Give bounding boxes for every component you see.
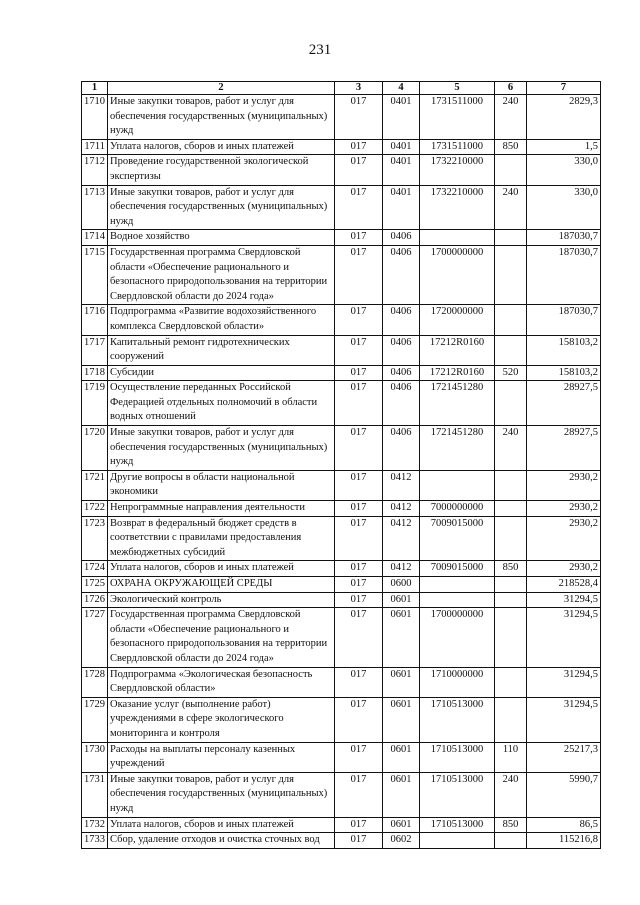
expense-name: Возврат в федеральный бюджет средств в соответствии с правилами предоставления межбюджетных субсидий (108, 516, 335, 561)
department-code: 017 (335, 470, 383, 500)
row-number: 1733 (82, 833, 108, 849)
row-number: 1714 (82, 230, 108, 246)
row-number: 1721 (82, 470, 108, 500)
department-code: 017 (335, 833, 383, 849)
expense-name: Экологический контроль (108, 592, 335, 608)
row-number: 1716 (82, 305, 108, 335)
department-code: 017 (335, 365, 383, 381)
row-number: 1718 (82, 365, 108, 381)
expense-type-code (495, 577, 527, 593)
expense-name: Водное хозяйство (108, 230, 335, 246)
department-code: 017 (335, 667, 383, 697)
column-header: 6 (495, 82, 527, 95)
table-row (82, 426, 601, 471)
expense-type-code: 240 (495, 426, 527, 471)
department-code: 017 (335, 185, 383, 230)
expense-type-code (495, 516, 527, 561)
target-article-code: 1731511000 (420, 139, 495, 155)
expense-type-code (495, 230, 527, 246)
section-code: 0406 (383, 305, 420, 335)
target-article-code: 1731511000 (420, 95, 495, 140)
amount: 5990,7 (527, 772, 601, 817)
target-article-code (420, 470, 495, 500)
amount: 330,0 (527, 185, 601, 230)
table-row (82, 305, 601, 335)
target-article-code: 7009015000 (420, 561, 495, 577)
amount: 2930,2 (527, 516, 601, 561)
section-code: 0601 (383, 667, 420, 697)
row-number: 1711 (82, 139, 108, 155)
row-number: 1728 (82, 667, 108, 697)
table-row (82, 501, 601, 517)
table-row (82, 817, 601, 833)
section-code: 0412 (383, 470, 420, 500)
row-number: 1730 (82, 742, 108, 772)
department-code: 017 (335, 742, 383, 772)
table-row (82, 697, 601, 742)
amount: 187030,7 (527, 305, 601, 335)
table-row (82, 245, 601, 304)
expense-type-code (495, 335, 527, 365)
expense-name: Иные закупки товаров, работ и услуг для обеспечения государственных (муниципальных) нужд (108, 426, 335, 471)
expense-type-code: 240 (495, 185, 527, 230)
column-header: 7 (527, 82, 601, 95)
section-code: 0601 (383, 592, 420, 608)
department-code: 017 (335, 305, 383, 335)
expense-name: Осуществление переданных Российской Федерацией отдельных полномочий в области водных отношений (108, 381, 335, 426)
target-article-code: 1700000000 (420, 608, 495, 667)
expense-name: ОХРАНА ОКРУЖАЮЩЕЙ СРЕДЫ (108, 577, 335, 593)
section-code: 0401 (383, 95, 420, 140)
target-article-code: 1710513000 (420, 817, 495, 833)
expense-type-code (495, 155, 527, 185)
table-row (82, 833, 601, 849)
expense-name: Подпрограмма «Развитие водохозяйственного комплекса Свердловской области» (108, 305, 335, 335)
amount: 28927,5 (527, 426, 601, 471)
table-row (82, 561, 601, 577)
table-row (82, 772, 601, 817)
row-number: 1722 (82, 501, 108, 517)
column-header: 1 (82, 82, 108, 95)
row-number: 1713 (82, 185, 108, 230)
table-row (82, 667, 601, 697)
row-number: 1712 (82, 155, 108, 185)
section-code: 0601 (383, 772, 420, 817)
expense-type-code: 240 (495, 95, 527, 140)
expense-type-code (495, 501, 527, 517)
department-code: 017 (335, 817, 383, 833)
expense-type-code: 850 (495, 139, 527, 155)
expense-name: Иные закупки товаров, работ и услуг для обеспечения государственных (муниципальных) нужд (108, 95, 335, 140)
section-code: 0412 (383, 501, 420, 517)
section-code: 0406 (383, 230, 420, 246)
target-article-code: 1720000000 (420, 305, 495, 335)
row-number: 1723 (82, 516, 108, 561)
target-article-code: 1710513000 (420, 742, 495, 772)
department-code: 017 (335, 608, 383, 667)
row-number: 1717 (82, 335, 108, 365)
target-article-code: 1732210000 (420, 185, 495, 230)
table-row (82, 381, 601, 426)
section-code: 0412 (383, 561, 420, 577)
section-code: 0601 (383, 608, 420, 667)
section-code: 0406 (383, 426, 420, 471)
target-article-code: 1721451280 (420, 381, 495, 426)
table-header-row (82, 82, 601, 95)
section-code: 0600 (383, 577, 420, 593)
expense-type-code: 850 (495, 817, 527, 833)
expense-name: Государственная программа Свердловской области «Обеспечение рационального и безопасного природопользования на территории Свердловской области до 2024 года» (108, 245, 335, 304)
department-code: 017 (335, 516, 383, 561)
section-code: 0401 (383, 139, 420, 155)
column-header: 2 (108, 82, 335, 95)
amount: 31294,5 (527, 608, 601, 667)
row-number: 1725 (82, 577, 108, 593)
section-code: 0601 (383, 742, 420, 772)
department-code: 017 (335, 230, 383, 246)
table-row (82, 365, 601, 381)
amount: 187030,7 (527, 230, 601, 246)
amount: 158103,2 (527, 335, 601, 365)
table-row (82, 577, 601, 593)
section-code: 0601 (383, 817, 420, 833)
expense-type-code: 240 (495, 772, 527, 817)
department-code: 017 (335, 772, 383, 817)
amount: 330,0 (527, 155, 601, 185)
target-article-code: 1721451280 (420, 426, 495, 471)
column-header: 3 (335, 82, 383, 95)
expense-type-code (495, 833, 527, 849)
section-code: 0602 (383, 833, 420, 849)
row-number: 1727 (82, 608, 108, 667)
section-code: 0401 (383, 155, 420, 185)
table-row (82, 139, 601, 155)
expense-name: Расходы на выплаты персоналу казенных учреждений (108, 742, 335, 772)
expense-type-code: 110 (495, 742, 527, 772)
target-article-code: 1700000000 (420, 245, 495, 304)
row-number: 1724 (82, 561, 108, 577)
expense-name: Непрограммные направления деятельности (108, 501, 335, 517)
target-article-code (420, 833, 495, 849)
target-article-code (420, 592, 495, 608)
expense-name: Сбор, удаление отходов и очистка сточных вод (108, 833, 335, 849)
expense-type-code (495, 470, 527, 500)
amount: 218528,4 (527, 577, 601, 593)
department-code: 017 (335, 155, 383, 185)
expense-type-code (495, 381, 527, 426)
department-code: 017 (335, 381, 383, 426)
amount: 28927,5 (527, 381, 601, 426)
table-row (82, 592, 601, 608)
row-number: 1731 (82, 772, 108, 817)
amount: 31294,5 (527, 592, 601, 608)
amount: 86,5 (527, 817, 601, 833)
row-number: 1732 (82, 817, 108, 833)
expense-name: Подпрограмма «Экологическая безопасность Свердловской области» (108, 667, 335, 697)
amount: 31294,5 (527, 697, 601, 742)
amount: 2829,3 (527, 95, 601, 140)
expense-type-code (495, 305, 527, 335)
budget-table (81, 81, 601, 849)
section-code: 0406 (383, 365, 420, 381)
expense-name: Субсидии (108, 365, 335, 381)
table-row (82, 230, 601, 246)
target-article-code: 17212R0160 (420, 365, 495, 381)
target-article-code: 7009015000 (420, 516, 495, 561)
amount: 1,5 (527, 139, 601, 155)
department-code: 017 (335, 577, 383, 593)
expense-name: Уплата налогов, сборов и иных платежей (108, 139, 335, 155)
expense-name: Оказание услуг (выполнение работ) учреждениями в сфере экологического мониторинга и контроля (108, 697, 335, 742)
expense-name: Иные закупки товаров, работ и услуг для обеспечения государственных (муниципальных) нужд (108, 772, 335, 817)
table-row (82, 185, 601, 230)
expense-type-code: 850 (495, 561, 527, 577)
department-code: 017 (335, 426, 383, 471)
table-row (82, 516, 601, 561)
target-article-code (420, 577, 495, 593)
expense-name: Уплата налогов, сборов и иных платежей (108, 561, 335, 577)
expense-type-code (495, 697, 527, 742)
department-code: 017 (335, 335, 383, 365)
target-article-code: 1710000000 (420, 667, 495, 697)
section-code: 0406 (383, 335, 420, 365)
expense-type-code (495, 592, 527, 608)
target-article-code: 1732210000 (420, 155, 495, 185)
expense-name: Иные закупки товаров, работ и услуг для обеспечения государственных (муниципальных) нужд (108, 185, 335, 230)
department-code: 017 (335, 561, 383, 577)
section-code: 0412 (383, 516, 420, 561)
row-number: 1726 (82, 592, 108, 608)
section-code: 0401 (383, 185, 420, 230)
expense-name: Государственная программа Свердловской области «Обеспечение рационального и безопасного природопользования на территории Свердловской области до 2024 года» (108, 608, 335, 667)
target-article-code: 7000000000 (420, 501, 495, 517)
table-row (82, 608, 601, 667)
expense-type-code (495, 608, 527, 667)
department-code: 017 (335, 697, 383, 742)
section-code: 0601 (383, 697, 420, 742)
amount: 25217,3 (527, 742, 601, 772)
target-article-code: 1710513000 (420, 772, 495, 817)
row-number: 1715 (82, 245, 108, 304)
expense-name: Другие вопросы в области национальной экономики (108, 470, 335, 500)
column-header: 5 (420, 82, 495, 95)
amount: 158103,2 (527, 365, 601, 381)
expense-type-code: 520 (495, 365, 527, 381)
department-code: 017 (335, 501, 383, 517)
expense-type-code (495, 245, 527, 304)
expense-name: Капитальный ремонт гидротехнических сооружений (108, 335, 335, 365)
table-row (82, 742, 601, 772)
target-article-code: 1710513000 (420, 697, 495, 742)
table-row (82, 335, 601, 365)
row-number: 1710 (82, 95, 108, 140)
department-code: 017 (335, 139, 383, 155)
amount: 31294,5 (527, 667, 601, 697)
section-code: 0406 (383, 381, 420, 426)
row-number: 1720 (82, 426, 108, 471)
department-code: 017 (335, 592, 383, 608)
department-code: 017 (335, 245, 383, 304)
target-article-code (420, 230, 495, 246)
expense-name: Уплата налогов, сборов и иных платежей (108, 817, 335, 833)
target-article-code: 17212R0160 (420, 335, 495, 365)
amount: 2930,2 (527, 470, 601, 500)
expense-type-code (495, 667, 527, 697)
amount: 187030,7 (527, 245, 601, 304)
table-row (82, 95, 601, 140)
column-header: 4 (383, 82, 420, 95)
section-code: 0406 (383, 245, 420, 304)
table-row (82, 470, 601, 500)
amount: 2930,2 (527, 561, 601, 577)
department-code: 017 (335, 95, 383, 140)
row-number: 1729 (82, 697, 108, 742)
expense-name: Проведение государственной экологической экспертизы (108, 155, 335, 185)
amount: 115216,8 (527, 833, 601, 849)
row-number: 1719 (82, 381, 108, 426)
amount: 2930,2 (527, 501, 601, 517)
table-row (82, 155, 601, 185)
page-number: 231 (308, 42, 332, 58)
